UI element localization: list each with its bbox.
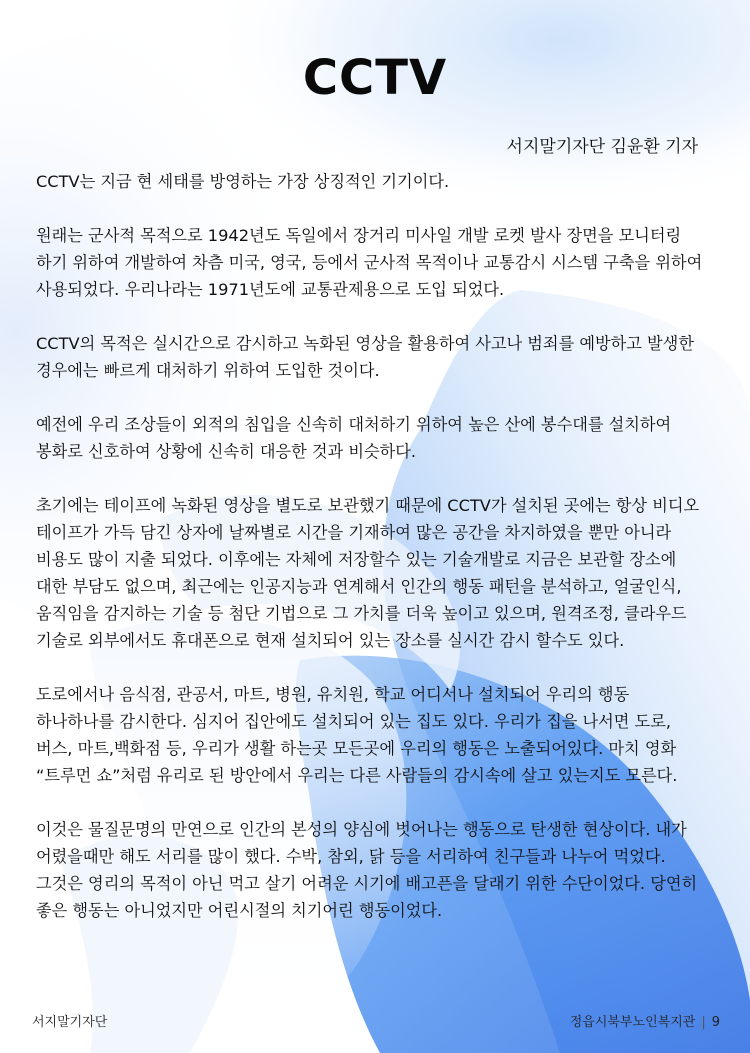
article-paragraph: 예전에 우리 조상들이 외적의 침입을 신속히 대처하기 위하여 높은 산에 봉수대를 설치하여 봉화로 신호하여 상황에 신속히 대응한 것과 비슷하다. <box>36 415 672 461</box>
article-title: CCTV <box>302 50 448 106</box>
article-paragraph: CCTV의 목적은 실시간으로 감시하고 녹화된 영상을 활용하여 사고나 범죄를 예방하고 발생한 경우에는 빠르게 대처하기 위하여 도입한 것이다. <box>36 334 694 380</box>
footer-page-info <box>570 1011 720 1030</box>
article-paragraph: 원래는 군사적 목적으로 1942년도 독일에서 장거리 미사일 개발 로켓 발사 장면을 모니터링 하기 위하여 개발하여 차츰 미국, 영국, 등에서 군사적 목적이나 교통감시 시스템 구축을 위하여 사용되었다. 우리나라는 1971년도에 교통관제용으로 도입 되었다. <box>36 226 703 299</box>
footer-publication-name: 서지말기자단 <box>32 1015 108 1030</box>
footer-publisher: 정읍시북부노인복지관 <box>569 1015 696 1030</box>
article-paragraph: CCTV는 지금 현 세태를 방영하는 가장 상징적인 기기이다. <box>36 172 450 191</box>
article-byline: 서지말기자단 김윤환 기자 <box>506 137 698 157</box>
article-paragraph: 초기에는 테이프에 녹화된 영상을 별도로 보관했기 때문에 CCTV가 설치된 곳에는 항상 비디오 테이프가 가득 담긴 상자에 날짜별로 시간을 기재하여 많은 공간을 차지하였을 뿐만 아니라 비용도 많이 지출 되었다. 이후에는 자체에 저장할수 있는 기술개발로 지금은 보관할 장소에 대한 부담도 없으며, 최근에는 인공지능과 연계해서 인간의 행동 패턴을 분석하고, 얼굴인식,움직임을 감지하는 기술 등 첨단 기법으로 그 가치를 더욱 높이고 있으며, 원격조정, 클라우드 기술로 외부에서도 휴대폰으로 현재 설치되어 있는 장소를 실시간 감시 할수도 있다. <box>36 496 700 650</box>
article-body <box>36 168 712 951</box>
article-paragraph: 이것은 물질문명의 만연으로 인간의 본성의 양심에 벗어나는 행동으로 탄생한 현상이다. 내가 어렸을때만 해도 서리를 많이 했다. 수박, 참외, 닭 등을 서리하여 친구들과 나누어 먹었다. 그것은 영리의 목적이 아닌 먹고 살기 어려운 시기에 배고픈을 달래기 위한 수단이었다. 당연히 좋은 행동는 아니었지만 어린시절의 치기어린 행동이었다. <box>36 820 698 920</box>
footer-separator: | <box>701 1015 706 1030</box>
page-number: 9 <box>711 1015 720 1030</box>
article-paragraph: 도로에서나 음식점, 관공서, 마트, 병원, 유치원, 학교 어디서나 설치되어 우리의 행동 하나하나를 감시한다. 심지어 집안에도 설치되어 있는 집도 있다. 우리가 집을 나서면 도로, 버스, 마트,백화점 등, 우리가 생활 하는곳 모든곳에 우리의 행동은 노출되어있다. 마치 영화 “트루먼 쇼”처럼 유리로 된 방안에서 우리는 다른 사람들의 감시속에 살고 있는지도 모른다. <box>36 685 678 785</box>
